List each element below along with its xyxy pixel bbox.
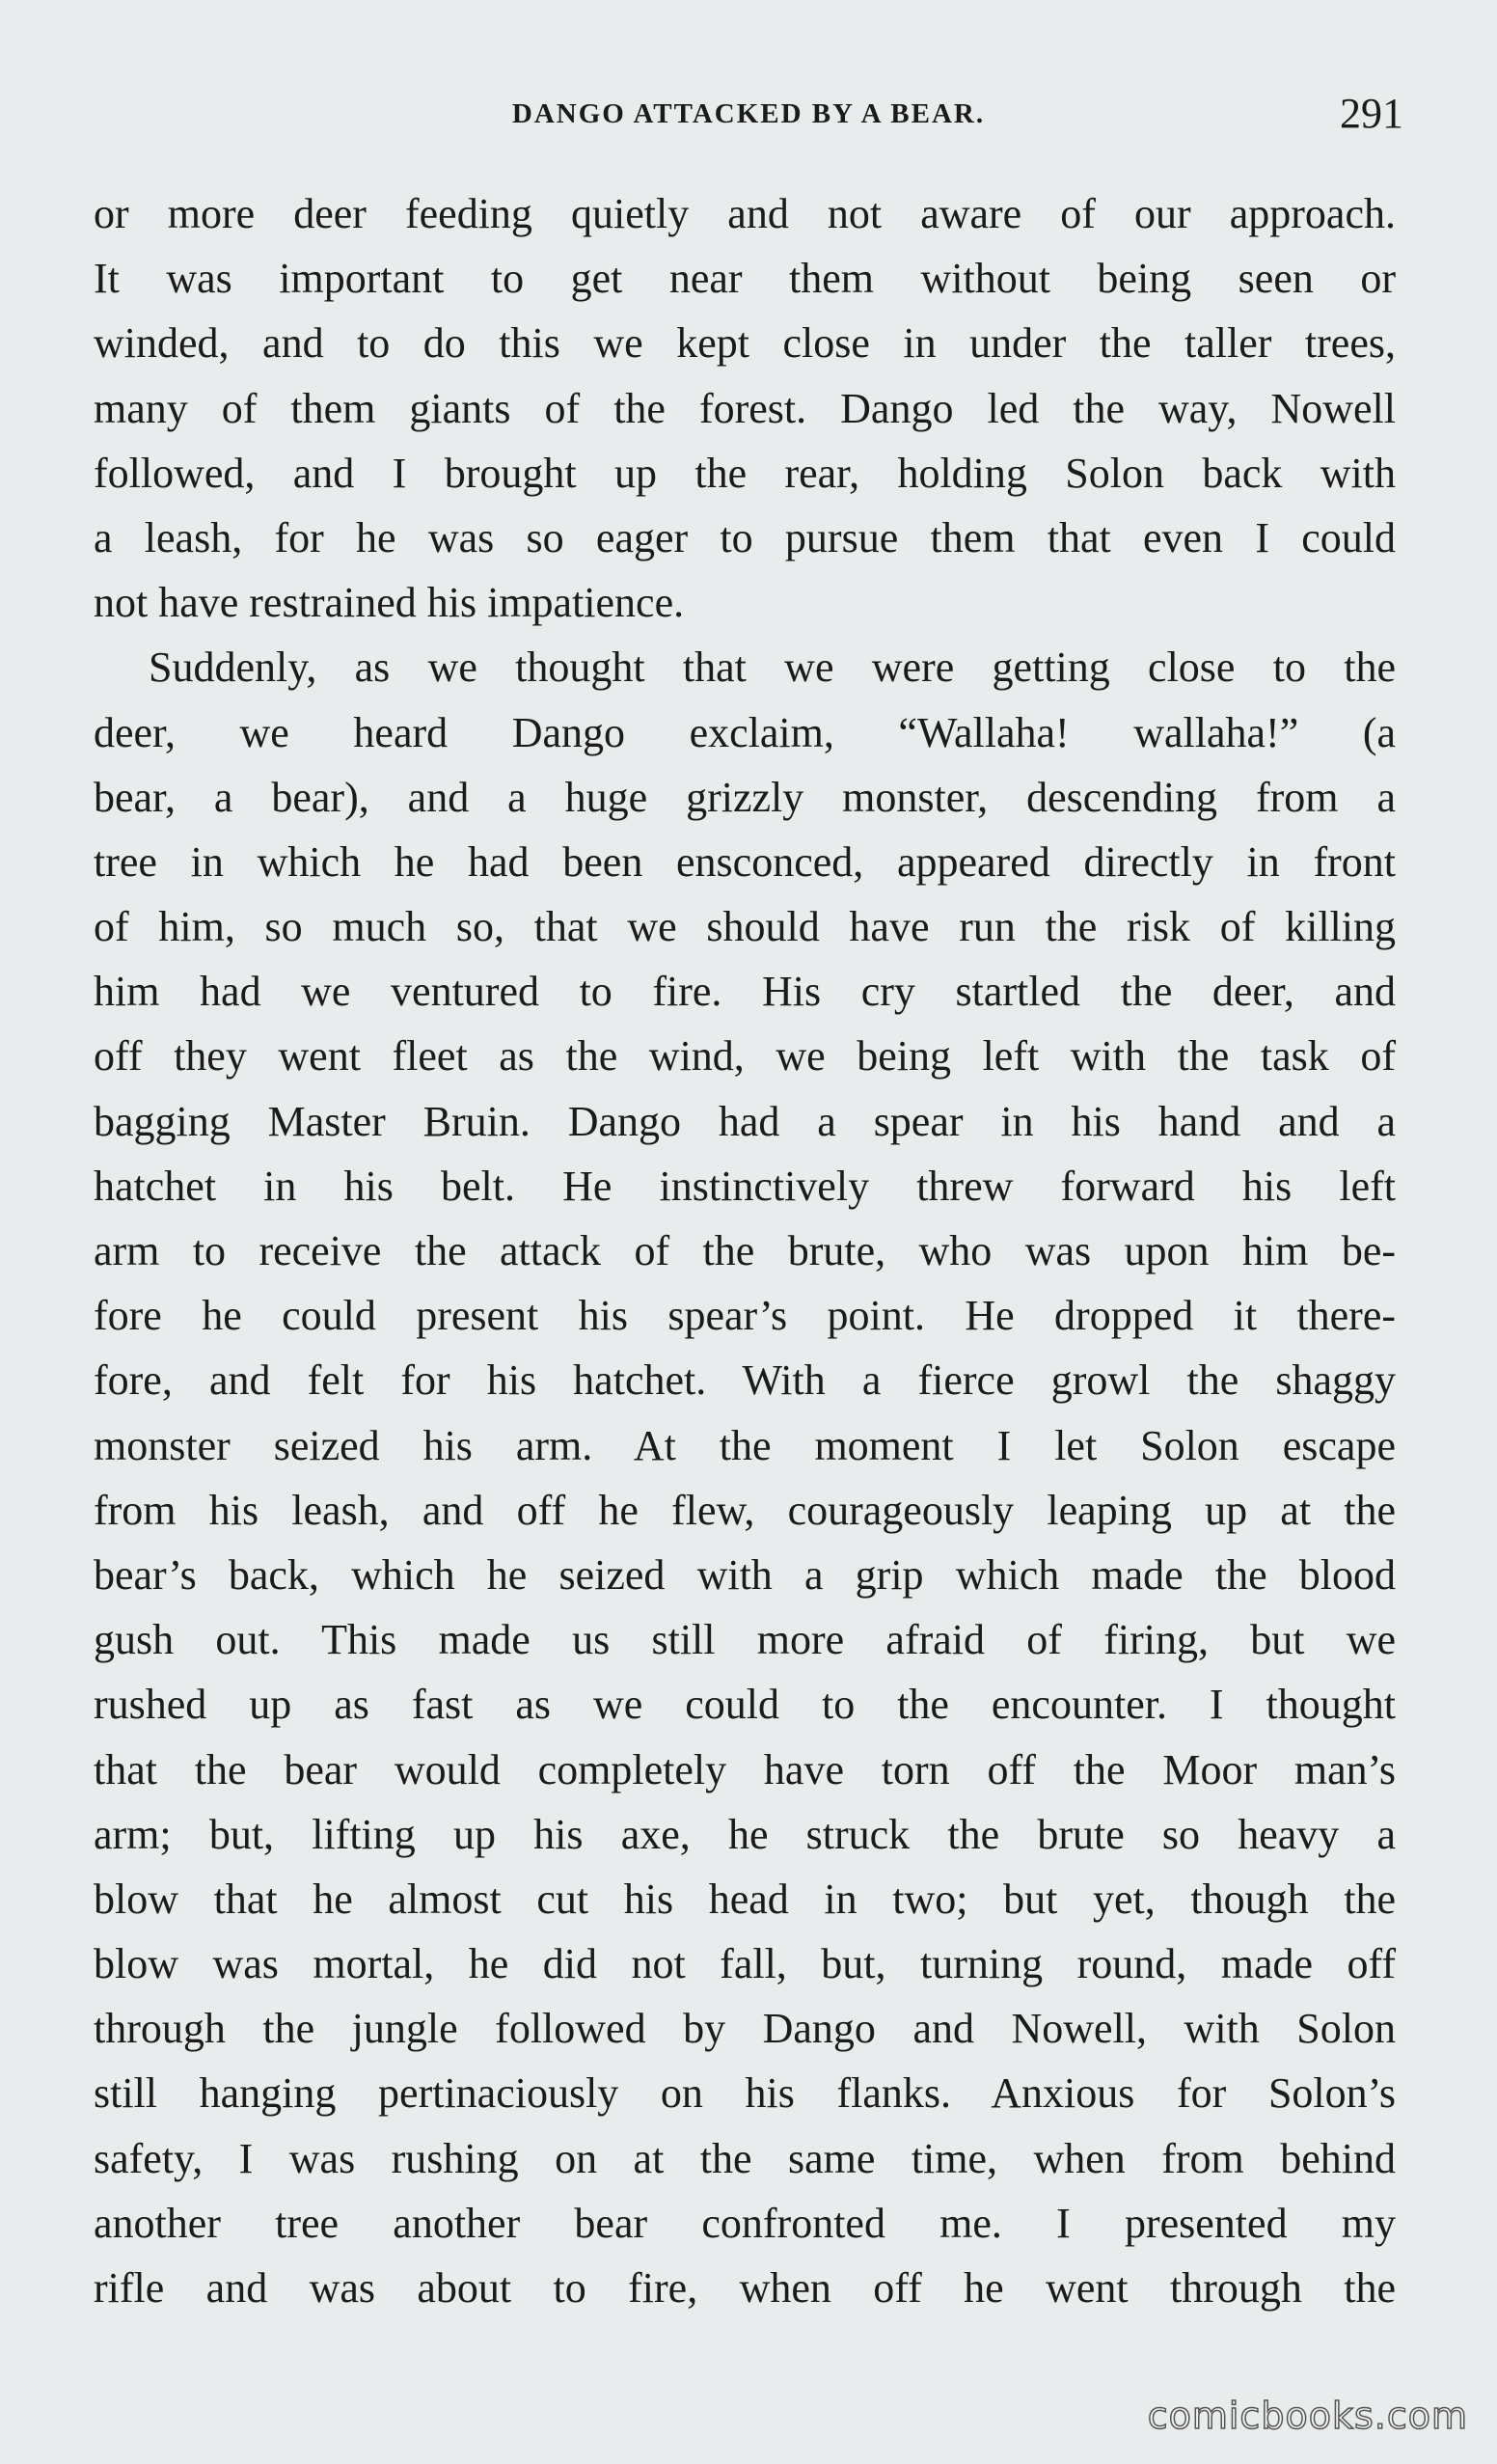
- text-line: arm to receive the attack of the brute, who was upon him be-: [94, 1227, 1396, 1274]
- text-line: off they went fleet as the wind, we being left with the task of: [94, 1032, 1396, 1081]
- text-line: of him, so much so, that we should have run the risk of killing: [94, 903, 1396, 951]
- page-number: 291: [1340, 90, 1403, 137]
- text-line: bagging Master Bruin. Dango had a spear in his hand and a: [94, 1097, 1396, 1145]
- text-line: another tree another bear confronted me. I presented my: [94, 2199, 1396, 2247]
- text-line: through the jungle followed by Dango and Nowell, with Solon: [94, 2005, 1396, 2053]
- text-line: followed, and I brought up the rear, holding Solon back with: [94, 449, 1396, 497]
- text-line: rifle and was about to fire, when off he went through the: [94, 2264, 1396, 2312]
- text-line: safety, I was rushing on at the same time, when from behind: [94, 2134, 1396, 2182]
- text-line: fore, and felt for his hatchet. With a fierce growl the shaggy: [94, 1356, 1396, 1405]
- text-line: bear’s back, which he seized with a grip which made the blood: [94, 1550, 1396, 1599]
- running-title: DANGO ATTACKED BY A BEAR.: [511, 98, 986, 129]
- paragraph-start-line: Suddenly, as we thought that we were getting close to the: [149, 643, 1396, 692]
- text-line: gush out. This made us still more afraid of firing, but we: [94, 1616, 1396, 1664]
- text-line: winded, and to do this we kept close in under the taller trees,: [94, 319, 1396, 368]
- text-line: from his leash, and off he flew, courageously leaping up at the: [94, 1486, 1396, 1534]
- text-line: bear, a bear), and a huge grizzly monster, descending from a: [94, 773, 1396, 821]
- text-line: deer, we heard Dango exclaim, “Wallaha! wallaha!” (a: [94, 708, 1396, 756]
- text-line: monster seized his arm. At the moment I let Solon escape: [94, 1421, 1396, 1469]
- text-line: still hanging pertinaciously on his flanks. Anxious for Solon’s: [94, 2069, 1396, 2118]
- text-line: It was important to get near them without being seen or: [94, 255, 1396, 303]
- text-line: tree in which he had been ensconced, appeared directly in front: [94, 837, 1396, 886]
- text-line: many of them giants of the forest. Dango led the way, Nowell: [94, 384, 1396, 432]
- text-line: arm; but, lifting up his axe, he struck the brute so heavy a: [94, 1810, 1396, 1858]
- text-line: or more deer feeding quietly and not aware of our approach.: [94, 190, 1396, 237]
- text-line: blow was mortal, he did not fall, but, turning round, made off: [94, 1940, 1396, 1988]
- text-line: him had we ventured to fire. His cry startled the deer, and: [94, 968, 1396, 1016]
- text-line: fore he could present his spear’s point. He dropped it there-: [94, 1292, 1396, 1340]
- paragraph-end-line: not have restrained his impatience.: [94, 579, 685, 627]
- text-line: rushed up as fast as we could to the encounter. I thought: [94, 1681, 1396, 1729]
- text-line: a leash, for he was so eager to pursue them that even I could: [94, 513, 1396, 561]
- body-text: [94, 181, 1396, 2320]
- watermark: comicbooks.com: [1147, 2395, 1468, 2437]
- text-line: hatchet in his belt. He instinctively threw forward his left: [94, 1162, 1396, 1210]
- running-head: [94, 89, 1403, 147]
- text-line: blow that he almost cut his head in two; but yet, though the: [94, 1875, 1396, 1923]
- text-line: that the bear would completely have torn off the Moor man’s: [94, 1745, 1396, 1793]
